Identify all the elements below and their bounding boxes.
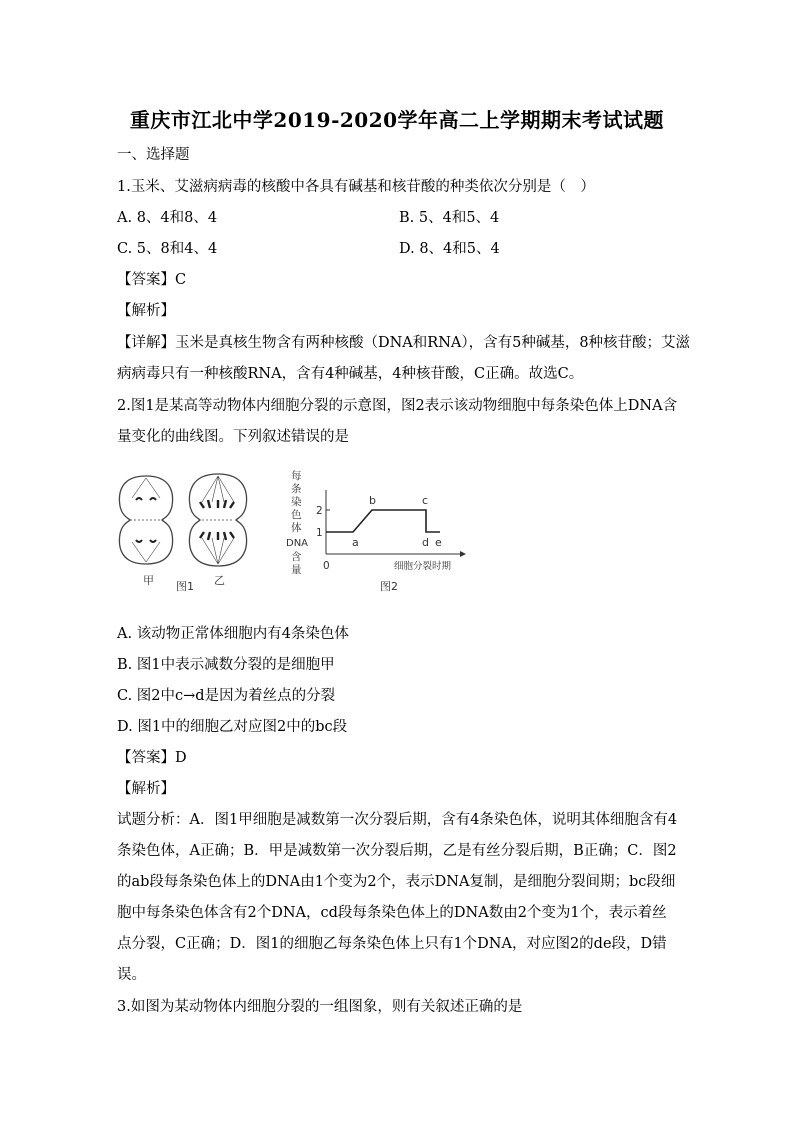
- cell-yi-label: 乙: [214, 574, 225, 587]
- question-1-option-b: B. 5、4和5、4: [399, 210, 500, 226]
- question-1-stem: 1.玉米、艾滋病病毒的核酸中各具有碱基和核苷酸的种类依次分别是（ ）: [117, 179, 595, 195]
- question-2-figure-svg: [110, 466, 490, 616]
- question-2-figure: [110, 466, 490, 616]
- question-2-answer: 【答案】D: [117, 750, 187, 766]
- question-3-stem: 3.如图为某动物体内细胞分裂的一组图象，则有关叙述正确的是: [117, 999, 523, 1015]
- figure-2-graph: [286, 469, 466, 593]
- graph-y-tick-2: 2: [316, 505, 323, 517]
- question-1-option-d: D. 8、4和5、4: [399, 241, 500, 257]
- graph-y-axis-label-1: 每: [291, 470, 302, 482]
- question-2-analysis-line-3: 的ab段每条染色体上的DNA由1个变为2个，表示DNA复制，是细胞分裂间期；bc段细: [117, 874, 676, 890]
- question-1-analysis-line-1: 【详解】玉米是真核生物含有两种核酸（DNA和RNA），含有5种碱基，8种核苷酸；艾滋: [117, 335, 691, 351]
- graph-point-c: c: [422, 494, 429, 507]
- cell-yi-drawing: [189, 474, 246, 566]
- section-heading: 一、选择题: [117, 147, 190, 163]
- graph-point-e: e: [435, 536, 442, 549]
- page-title: 重庆市江北中学2019-2020学年高二上学期期末考试试题: [129, 108, 665, 132]
- graph-point-d: d: [422, 536, 429, 549]
- graph-y-tick-1: 1: [316, 527, 323, 539]
- graph-point-a: a: [352, 536, 359, 549]
- question-2-option-d: D. 图1中的细胞乙对应图2中的bc段: [117, 719, 348, 735]
- graph-y-axis-label-5: 体: [291, 522, 302, 534]
- question-1-option-c: C. 5、8和4、4: [117, 241, 218, 257]
- cell-jia-drawing: [119, 476, 172, 564]
- question-2-analysis-line-2: 条染色体，A正确；B．甲是减数第一次分裂后期，乙是有丝分裂后期，B正确；C．图2: [117, 843, 677, 859]
- graph-y-axis-label-4: 色: [291, 509, 302, 521]
- graph-origin: 0: [323, 560, 330, 572]
- graph-y-axis-label-3: 染: [291, 496, 302, 508]
- question-2-stem-line-1: 2.图1是某高等动物体内细胞分裂的示意图，图2表示该动物细胞中每条染色体上DNA含: [117, 398, 678, 414]
- question-2-option-b: B. 图1中表示减数分裂的是细胞甲: [117, 657, 335, 673]
- question-1-analysis-line-2: 病病毒只有一种核酸RNA，含有4种碱基，4种核苷酸，C正确。故选C。: [117, 366, 584, 382]
- question-2-option-a: A. 该动物正常体细胞内有4条染色体: [117, 626, 349, 642]
- question-2-option-c: C. 图2中c→d是因为着丝点的分裂: [117, 688, 336, 704]
- question-1-options-row-2: [117, 239, 687, 259]
- question-2-stem-line-2: 量变化的曲线图。下列叙述错误的是: [117, 429, 349, 445]
- graph-y-axis-label-8: 量: [291, 564, 302, 576]
- cell-jia-label: 甲: [143, 574, 154, 587]
- figure-1-caption: 图1: [176, 580, 194, 593]
- graph-point-b: b: [369, 494, 376, 507]
- graph-x-axis-label: 细胞分裂时期: [394, 561, 452, 572]
- graph-y-axis-label-6: DNA: [286, 538, 309, 549]
- question-2-analysis-line-5: 点分裂，C正确；D．图1的细胞乙每条染色体上只有1个DNA，对应图2的de段，D错: [117, 936, 667, 952]
- graph-y-axis-label-2: 条: [291, 483, 302, 495]
- graph-y-axis-label: [286, 469, 311, 576]
- question-1-option-a: A. 8、4和8、4: [117, 210, 218, 226]
- question-2-analysis-line-6: 误。: [117, 967, 146, 983]
- question-1-options-row-1: [117, 208, 687, 228]
- question-2-analysis-line-1: 试题分析：A．图1甲细胞是减数第一次分裂后期，含有4条染色体，说明其体细胞含有4: [117, 812, 678, 828]
- graph-x-axis-arrow: [460, 551, 466, 557]
- question-2-analysis-label: 【解析】: [117, 781, 175, 797]
- question-2-analysis-line-4: 胞中每条染色体含有2个DNA，cd段每条染色体上的DNA数由2个变为1个，表示着丝: [117, 905, 667, 921]
- figure-2-caption: 图2: [380, 580, 398, 593]
- graph-dna-curve: [326, 510, 440, 532]
- question-1-analysis-label: 【解析】: [117, 303, 175, 319]
- question-1-answer: 【答案】C: [117, 272, 187, 288]
- graph-y-axis-label-7: 含: [291, 551, 302, 563]
